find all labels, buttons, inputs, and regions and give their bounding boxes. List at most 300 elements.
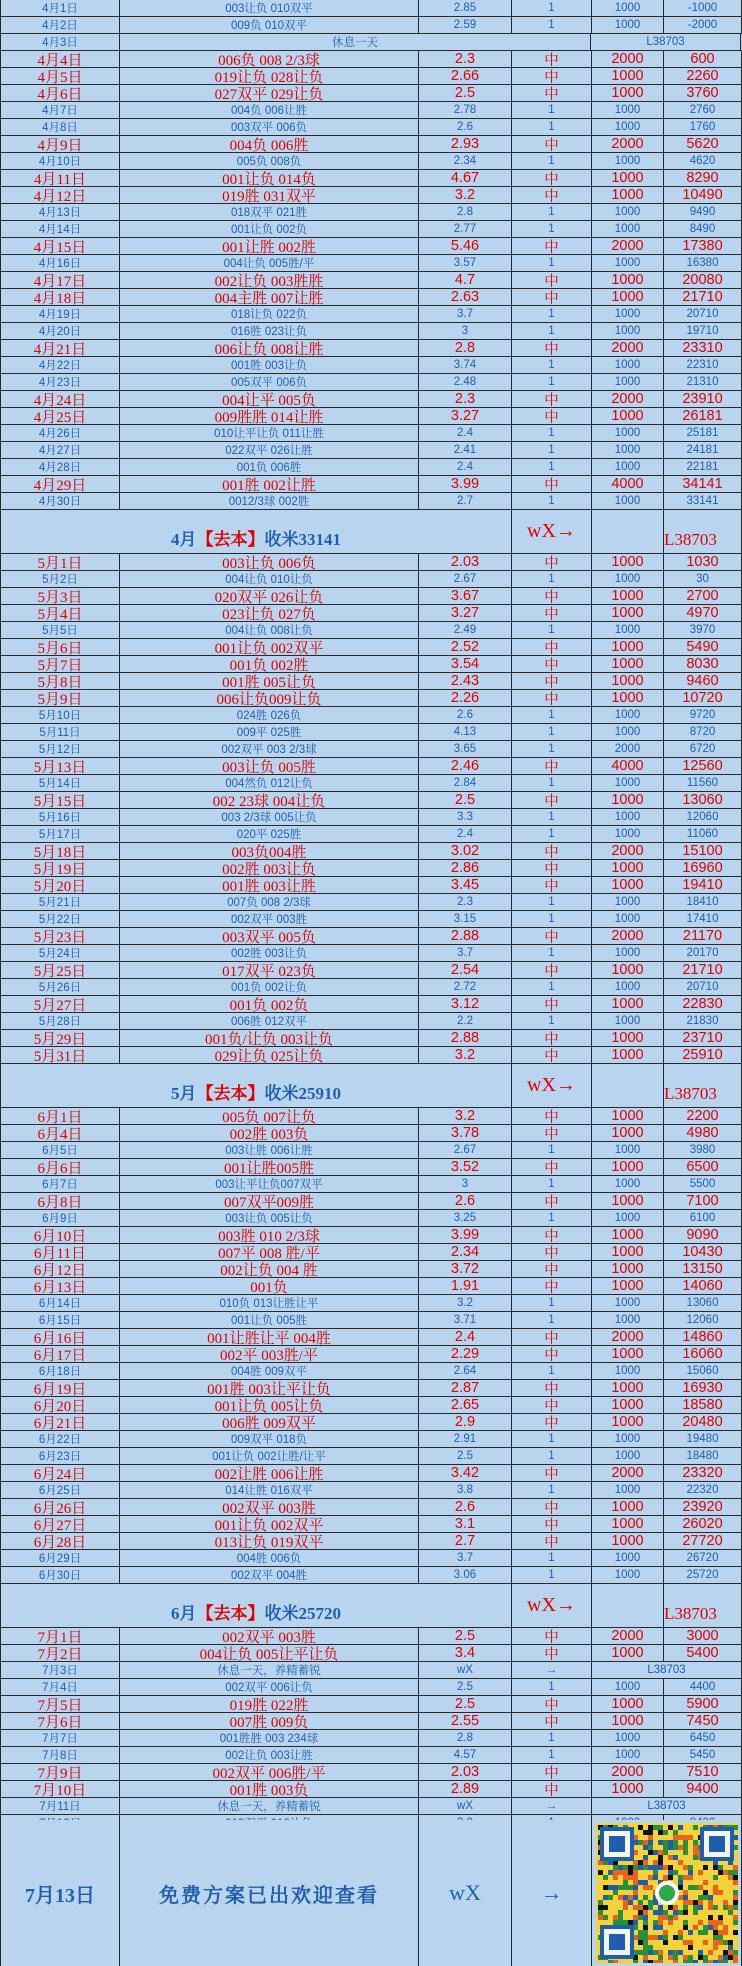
record-date: 5月9日	[0, 690, 120, 706]
record-stake: 1000	[592, 571, 664, 587]
record-stake: 1000	[592, 1030, 664, 1046]
summary-code: L38703	[664, 1584, 742, 1627]
record-result: 1	[512, 204, 592, 220]
record-stake: 1000	[592, 1567, 664, 1583]
record-bet: 004主胜 007让胜	[120, 289, 419, 305]
record-balance: 26181	[664, 408, 742, 424]
record-stake: 1000	[592, 1210, 664, 1226]
record-date: 4月20日	[0, 323, 120, 339]
record-odds: 2.59	[419, 17, 512, 33]
record-bet: 001负 006胜	[120, 459, 419, 475]
record-row	[0, 1747, 742, 1764]
record-date: 4月8日	[0, 119, 120, 135]
record-stake: 1000	[592, 656, 664, 672]
record-date: 4月14日	[0, 221, 120, 237]
record-result: 中	[512, 136, 592, 152]
record-date: 4月27日	[0, 442, 120, 458]
record-stake: 1000	[592, 0, 664, 16]
record-result: 1	[512, 374, 592, 390]
record-date: 6月18日	[0, 1363, 120, 1379]
record-odds: 3.4	[419, 1645, 512, 1661]
record-result: 中	[512, 1108, 592, 1124]
record-balance: 10430	[664, 1244, 742, 1260]
record-balance: 5500	[664, 1176, 742, 1192]
record-bet: 005双平 006负	[120, 374, 419, 390]
record-bet: 002让负 004 胜	[120, 1261, 419, 1277]
record-balance: 2260	[664, 68, 742, 84]
record-result: 1	[512, 826, 592, 842]
record-stake: 1000	[592, 1713, 664, 1729]
record-balance: 14060	[664, 1278, 742, 1294]
record-date: 7月3日	[0, 1662, 120, 1678]
record-date: 5月29日	[0, 1030, 120, 1046]
record-bet: 001让负 014负	[120, 170, 419, 186]
record-bet: 001负 002让负	[120, 979, 419, 995]
record-stake: 1000	[592, 1533, 664, 1549]
record-bet: 020双平 026让负	[120, 588, 419, 604]
record-balance: 7100	[664, 1193, 742, 1209]
record-date: 5月16日	[0, 809, 120, 825]
record-balance: 16930	[664, 1380, 742, 1396]
record-bet: 004让负 005让平让负	[120, 1645, 419, 1661]
record-odds: 2.34	[419, 1244, 512, 1260]
record-balance: 6450	[664, 1730, 742, 1746]
record-stake: 1000	[592, 1013, 664, 1029]
record-row	[0, 894, 742, 911]
record-stake: 1000	[592, 493, 664, 509]
record-date: 5月27日	[0, 996, 120, 1012]
record-stake: 1000	[592, 357, 664, 373]
record-balance: 17410	[664, 911, 742, 927]
record-result: 1	[512, 323, 592, 339]
record-date: 4月13日	[0, 204, 120, 220]
record-date: 6月28日	[0, 1533, 120, 1549]
record-date: 4月9日	[0, 136, 120, 152]
record-balance: 4970	[664, 605, 742, 621]
record-stake: 1000	[592, 1108, 664, 1124]
record-stake: 1000	[592, 622, 664, 638]
record-row	[0, 1713, 742, 1730]
record-stake: 1000	[592, 1244, 664, 1260]
record-stake: 1000	[592, 962, 664, 978]
record-bet: 009双平 018负	[120, 1431, 419, 1447]
record-date: 5月24日	[0, 945, 120, 961]
record-row	[0, 979, 742, 996]
record-date: 6月11日	[0, 1244, 120, 1260]
record-stake: 1000	[592, 204, 664, 220]
record-date: 5月1日	[0, 554, 120, 570]
record-row	[0, 136, 742, 153]
record-date: 7月2日	[0, 1645, 120, 1661]
record-odds: 2.72	[419, 979, 512, 995]
record-date: 5月12日	[0, 741, 120, 757]
record-row	[0, 962, 742, 979]
record-odds: 3.2	[419, 1047, 512, 1063]
record-balance: 16380	[664, 255, 742, 271]
record-row	[0, 673, 742, 690]
record-balance: 16060	[664, 1346, 742, 1362]
record-date: 4月10日	[0, 153, 120, 169]
record-date: 5月10日	[0, 707, 120, 723]
record-row	[0, 775, 742, 792]
record-stake: 1000	[592, 1448, 664, 1464]
record-balance: 21170	[664, 928, 742, 944]
record-result: 中	[512, 1227, 592, 1243]
record-bet: 019让负 028让负	[120, 68, 419, 84]
record-result: 中	[512, 476, 592, 492]
record-balance: 3760	[664, 85, 742, 101]
record-stake: 1000	[592, 826, 664, 842]
record-odds: 2.66	[419, 68, 512, 84]
record-result: 中	[512, 1125, 592, 1141]
record-balance: 6720	[664, 741, 742, 757]
record-date: 6月5日	[0, 1142, 120, 1158]
record-bet: 004然负 012让负	[120, 775, 419, 791]
record-date: 5月5日	[0, 622, 120, 638]
record-odds: 3.3	[419, 809, 512, 825]
record-balance: 21710	[664, 289, 742, 305]
record-stake: 1000	[592, 911, 664, 927]
record-odds: 3.54	[419, 656, 512, 672]
record-balance: 11560	[664, 775, 742, 791]
record-odds: 2.34	[419, 153, 512, 169]
record-row	[0, 374, 742, 391]
record-row	[0, 408, 742, 425]
record-balance: 20710	[664, 306, 742, 322]
record-result: 1	[512, 911, 592, 927]
record-odds: 2.46	[419, 758, 512, 774]
summary-month: 4月	[171, 530, 197, 549]
record-row	[0, 187, 742, 204]
record-stake: 2000	[592, 1465, 664, 1481]
record-odds: 2.8	[419, 1730, 512, 1746]
record-date: 5月23日	[0, 928, 120, 944]
record-row	[0, 1645, 742, 1662]
summary-wx: wX→	[512, 1064, 592, 1107]
record-result: 1	[512, 979, 592, 995]
record-odds: 3.2	[419, 1295, 512, 1311]
record-bet: 004负 006胜	[120, 136, 419, 152]
record-result: 1	[512, 775, 592, 791]
record-odds: 2.87	[419, 1380, 512, 1396]
record-bet: 001负 002胜	[120, 656, 419, 672]
record-result: 1	[512, 1312, 592, 1328]
record-odds: 1.91	[419, 1278, 512, 1294]
record-balance: 5490	[664, 639, 742, 655]
record-row	[0, 153, 742, 170]
record-odds: 3.67	[419, 588, 512, 604]
month-summary-label	[0, 1584, 512, 1627]
record-balance: 13060	[664, 1295, 742, 1311]
record-result: 中	[512, 1047, 592, 1063]
record-row	[0, 1363, 742, 1380]
record-date: 6月13日	[0, 1278, 120, 1294]
record-balance: 2200	[664, 1108, 742, 1124]
record-odds: 3.2	[419, 187, 512, 203]
record-row	[0, 1312, 742, 1329]
record-result: 1	[512, 442, 592, 458]
record-result: 中	[512, 554, 592, 570]
record-odds: 3	[419, 323, 512, 339]
record-result: 中	[512, 1397, 592, 1413]
record-stake: 2000	[592, 391, 664, 407]
record-date: 5月13日	[0, 758, 120, 774]
month-summary-row	[0, 1584, 742, 1628]
record-bet: 001胜 005让负	[120, 673, 419, 689]
record-row	[0, 1125, 742, 1142]
record-odds: 3.99	[419, 476, 512, 492]
record-row	[0, 391, 742, 408]
record-result: 中	[512, 588, 592, 604]
record-odds: 3.45	[419, 877, 512, 893]
record-row	[0, 1482, 742, 1499]
record-odds: 3.2	[419, 1108, 512, 1124]
record-stake: 1000	[592, 979, 664, 995]
record-date: 6月24日	[0, 1465, 120, 1481]
record-date: 5月3日	[0, 588, 120, 604]
record-balance: 13150	[664, 1261, 742, 1277]
summary-total: 收米25910	[264, 1084, 341, 1103]
record-odds: 2.8	[419, 204, 512, 220]
record-row	[0, 1108, 742, 1125]
record-bet: 009平 025胜	[120, 724, 419, 740]
record-result: 1	[512, 1550, 592, 1566]
record-bet: 001胜 003负	[120, 1781, 419, 1797]
record-balance: 21710	[664, 962, 742, 978]
record-date: 5月7日	[0, 656, 120, 672]
record-balance: 22310	[664, 357, 742, 373]
record-bet: 027双平 029让负	[120, 85, 419, 101]
record-result: 1	[512, 1567, 592, 1583]
record-date: 7月9日	[0, 1764, 120, 1780]
record-result: 中	[512, 690, 592, 706]
record-stake: 1000	[592, 119, 664, 135]
record-date: 6月8日	[0, 1193, 120, 1209]
qr-code-icon[interactable]	[596, 1823, 738, 1963]
record-bet: 004胜 009双平	[120, 1363, 419, 1379]
record-balance: 22830	[664, 996, 742, 1012]
summary-bracket: 【去本】	[196, 530, 265, 549]
record-result: 1	[512, 622, 592, 638]
record-balance: 1030	[664, 554, 742, 570]
record-odds: 2.6	[419, 707, 512, 723]
record-row	[0, 221, 742, 238]
record-row	[0, 1142, 742, 1159]
record-row	[0, 554, 742, 571]
record-stake: 1000	[592, 374, 664, 390]
record-balance: 15100	[664, 843, 742, 859]
record-stake: 1000	[592, 1125, 664, 1141]
record-balance: 25910	[664, 1047, 742, 1063]
record-stake: 1000	[592, 1295, 664, 1311]
record-stake: 1000	[592, 1159, 664, 1175]
record-row	[0, 357, 742, 374]
record-bet: 001胜 003让负	[120, 357, 419, 373]
record-row	[0, 306, 742, 323]
record-result: 1	[512, 1176, 592, 1192]
record-row	[0, 1567, 742, 1584]
record-date: 6月21日	[0, 1414, 120, 1430]
record-bet: 009负 010双平	[120, 17, 419, 33]
record-bet: 022双平 026让胜	[120, 442, 419, 458]
record-result: 中	[512, 1764, 592, 1780]
record-date: 5月28日	[0, 1013, 120, 1029]
record-odds: 2.67	[419, 1142, 512, 1158]
record-result: 1	[512, 459, 592, 475]
record-stake: 1000	[592, 289, 664, 305]
record-odds: 4.13	[419, 724, 512, 740]
record-bet: 004让负 005胜/平	[120, 255, 419, 271]
record-bet: 003让负 006负	[120, 554, 419, 570]
footer-wx: wX	[419, 1820, 512, 1966]
record-row	[0, 945, 742, 962]
rest-wx: wX	[419, 1662, 512, 1678]
record-balance: 9720	[664, 707, 742, 723]
record-bet: 018双平 021胜	[120, 204, 419, 220]
record-date: 6月12日	[0, 1261, 120, 1277]
record-row	[0, 1193, 742, 1210]
record-balance: 23910	[664, 391, 742, 407]
record-balance: 14860	[664, 1329, 742, 1345]
record-odds: 2.48	[419, 374, 512, 390]
footer-row	[0, 1820, 742, 1966]
record-row	[0, 1499, 742, 1516]
record-row	[0, 1533, 742, 1550]
record-balance: 9400	[664, 1781, 742, 1797]
record-date: 6月23日	[0, 1448, 120, 1464]
record-row	[0, 1465, 742, 1482]
record-date: 6月30日	[0, 1567, 120, 1583]
record-balance: 5450	[664, 1747, 742, 1763]
record-bet: 003胜 010 2/3球	[120, 1227, 419, 1243]
record-balance: 19410	[664, 877, 742, 893]
record-date: 6月26日	[0, 1499, 120, 1515]
record-result: 中	[512, 1628, 592, 1644]
record-stake: 1000	[592, 1696, 664, 1712]
record-bet: 018让负 022负	[120, 306, 419, 322]
record-balance: 20080	[664, 272, 742, 288]
record-bet: 003让负 005胜	[120, 758, 419, 774]
record-date: 6月20日	[0, 1397, 120, 1413]
record-row	[0, 928, 742, 945]
summary-wx: wX→	[512, 1584, 592, 1627]
footer-message: 免费方案已出欢迎查看	[120, 1820, 419, 1966]
record-row	[0, 1295, 742, 1312]
record-odds: 2.5	[419, 1448, 512, 1464]
record-bet: 001让负 002负	[120, 221, 419, 237]
record-balance: 8720	[664, 724, 742, 740]
record-row	[0, 1696, 742, 1713]
record-date: 4月25日	[0, 408, 120, 424]
record-row	[0, 476, 742, 493]
summary-bracket: 【去本】	[196, 1084, 265, 1103]
record-result: 中	[512, 843, 592, 859]
rest-code: L38703	[592, 1798, 742, 1814]
record-result: 中	[512, 51, 592, 67]
record-bet: 006胜 009双平	[120, 1414, 419, 1430]
record-stake: 1000	[592, 673, 664, 689]
record-bet: 002胜 003让负	[120, 945, 419, 961]
record-stake: 1000	[592, 1312, 664, 1328]
record-balance: 24181	[664, 442, 742, 458]
record-result: 中	[512, 1261, 592, 1277]
record-date: 5月21日	[0, 894, 120, 910]
footer-date: 7月13日	[0, 1820, 120, 1966]
record-date: 5月25日	[0, 962, 120, 978]
record-date: 6月4日	[0, 1125, 120, 1141]
record-date: 7月8日	[0, 1747, 120, 1763]
record-bet: 019胜 031双平	[120, 187, 419, 203]
record-stake: 4000	[592, 758, 664, 774]
record-balance: 7450	[664, 1713, 742, 1729]
record-result: 中	[512, 877, 592, 893]
record-row	[0, 877, 742, 894]
record-result: 1	[512, 741, 592, 757]
record-result: 1	[512, 17, 592, 33]
record-stake: 1000	[592, 68, 664, 84]
record-balance: 23310	[664, 340, 742, 356]
record-stake: 1000	[592, 1730, 664, 1746]
record-result: 中	[512, 1465, 592, 1481]
summary-code: L38703	[664, 510, 742, 553]
record-result: 1	[512, 425, 592, 441]
record-row	[0, 102, 742, 119]
record-odds: 2.41	[419, 442, 512, 458]
record-bet: 001负 002负	[120, 996, 419, 1012]
record-bet: 007平 008 胜/平	[120, 1244, 419, 1260]
record-row	[0, 459, 742, 476]
record-balance: -2000	[664, 17, 742, 33]
record-bet: 003双平 006负	[120, 119, 419, 135]
record-row	[0, 826, 742, 843]
record-result: 中	[512, 1713, 592, 1729]
record-date: 4月22日	[0, 357, 120, 373]
record-bet: 002双平 006让负	[120, 1679, 419, 1695]
record-bet: 024胜 026负	[120, 707, 419, 723]
record-odds: 3.57	[419, 255, 512, 271]
record-stake: 1000	[592, 605, 664, 621]
record-stake: 1000	[592, 1047, 664, 1063]
record-result: 1	[512, 0, 592, 16]
record-row	[0, 571, 742, 588]
record-date: 4月5日	[0, 68, 120, 84]
record-stake: 2000	[592, 340, 664, 356]
record-row	[0, 1346, 742, 1363]
record-row	[0, 1448, 742, 1465]
record-row	[0, 1030, 742, 1047]
record-result: 中	[512, 1380, 592, 1396]
record-odds: 2.43	[419, 673, 512, 689]
record-row	[0, 656, 742, 673]
record-balance: 13060	[664, 792, 742, 808]
record-date: 4月6日	[0, 85, 120, 101]
record-date: 5月8日	[0, 673, 120, 689]
record-bet: 001胜胜 003 234球	[120, 1730, 419, 1746]
record-stake: 1000	[592, 996, 664, 1012]
record-odds: 3.06	[419, 1567, 512, 1583]
record-bet: 002双平 006胜/平	[120, 1764, 419, 1780]
record-date: 6月1日	[0, 1108, 120, 1124]
record-row	[0, 1414, 742, 1431]
record-odds: 2.54	[419, 962, 512, 978]
record-row	[0, 1397, 742, 1414]
record-bet: 007胜 009负	[120, 1713, 419, 1729]
record-balance: 21310	[664, 374, 742, 390]
record-date: 4月12日	[0, 187, 120, 203]
record-result: 中	[512, 673, 592, 689]
record-bet: 023让负 027负	[120, 605, 419, 621]
record-odds: 3.7	[419, 945, 512, 961]
